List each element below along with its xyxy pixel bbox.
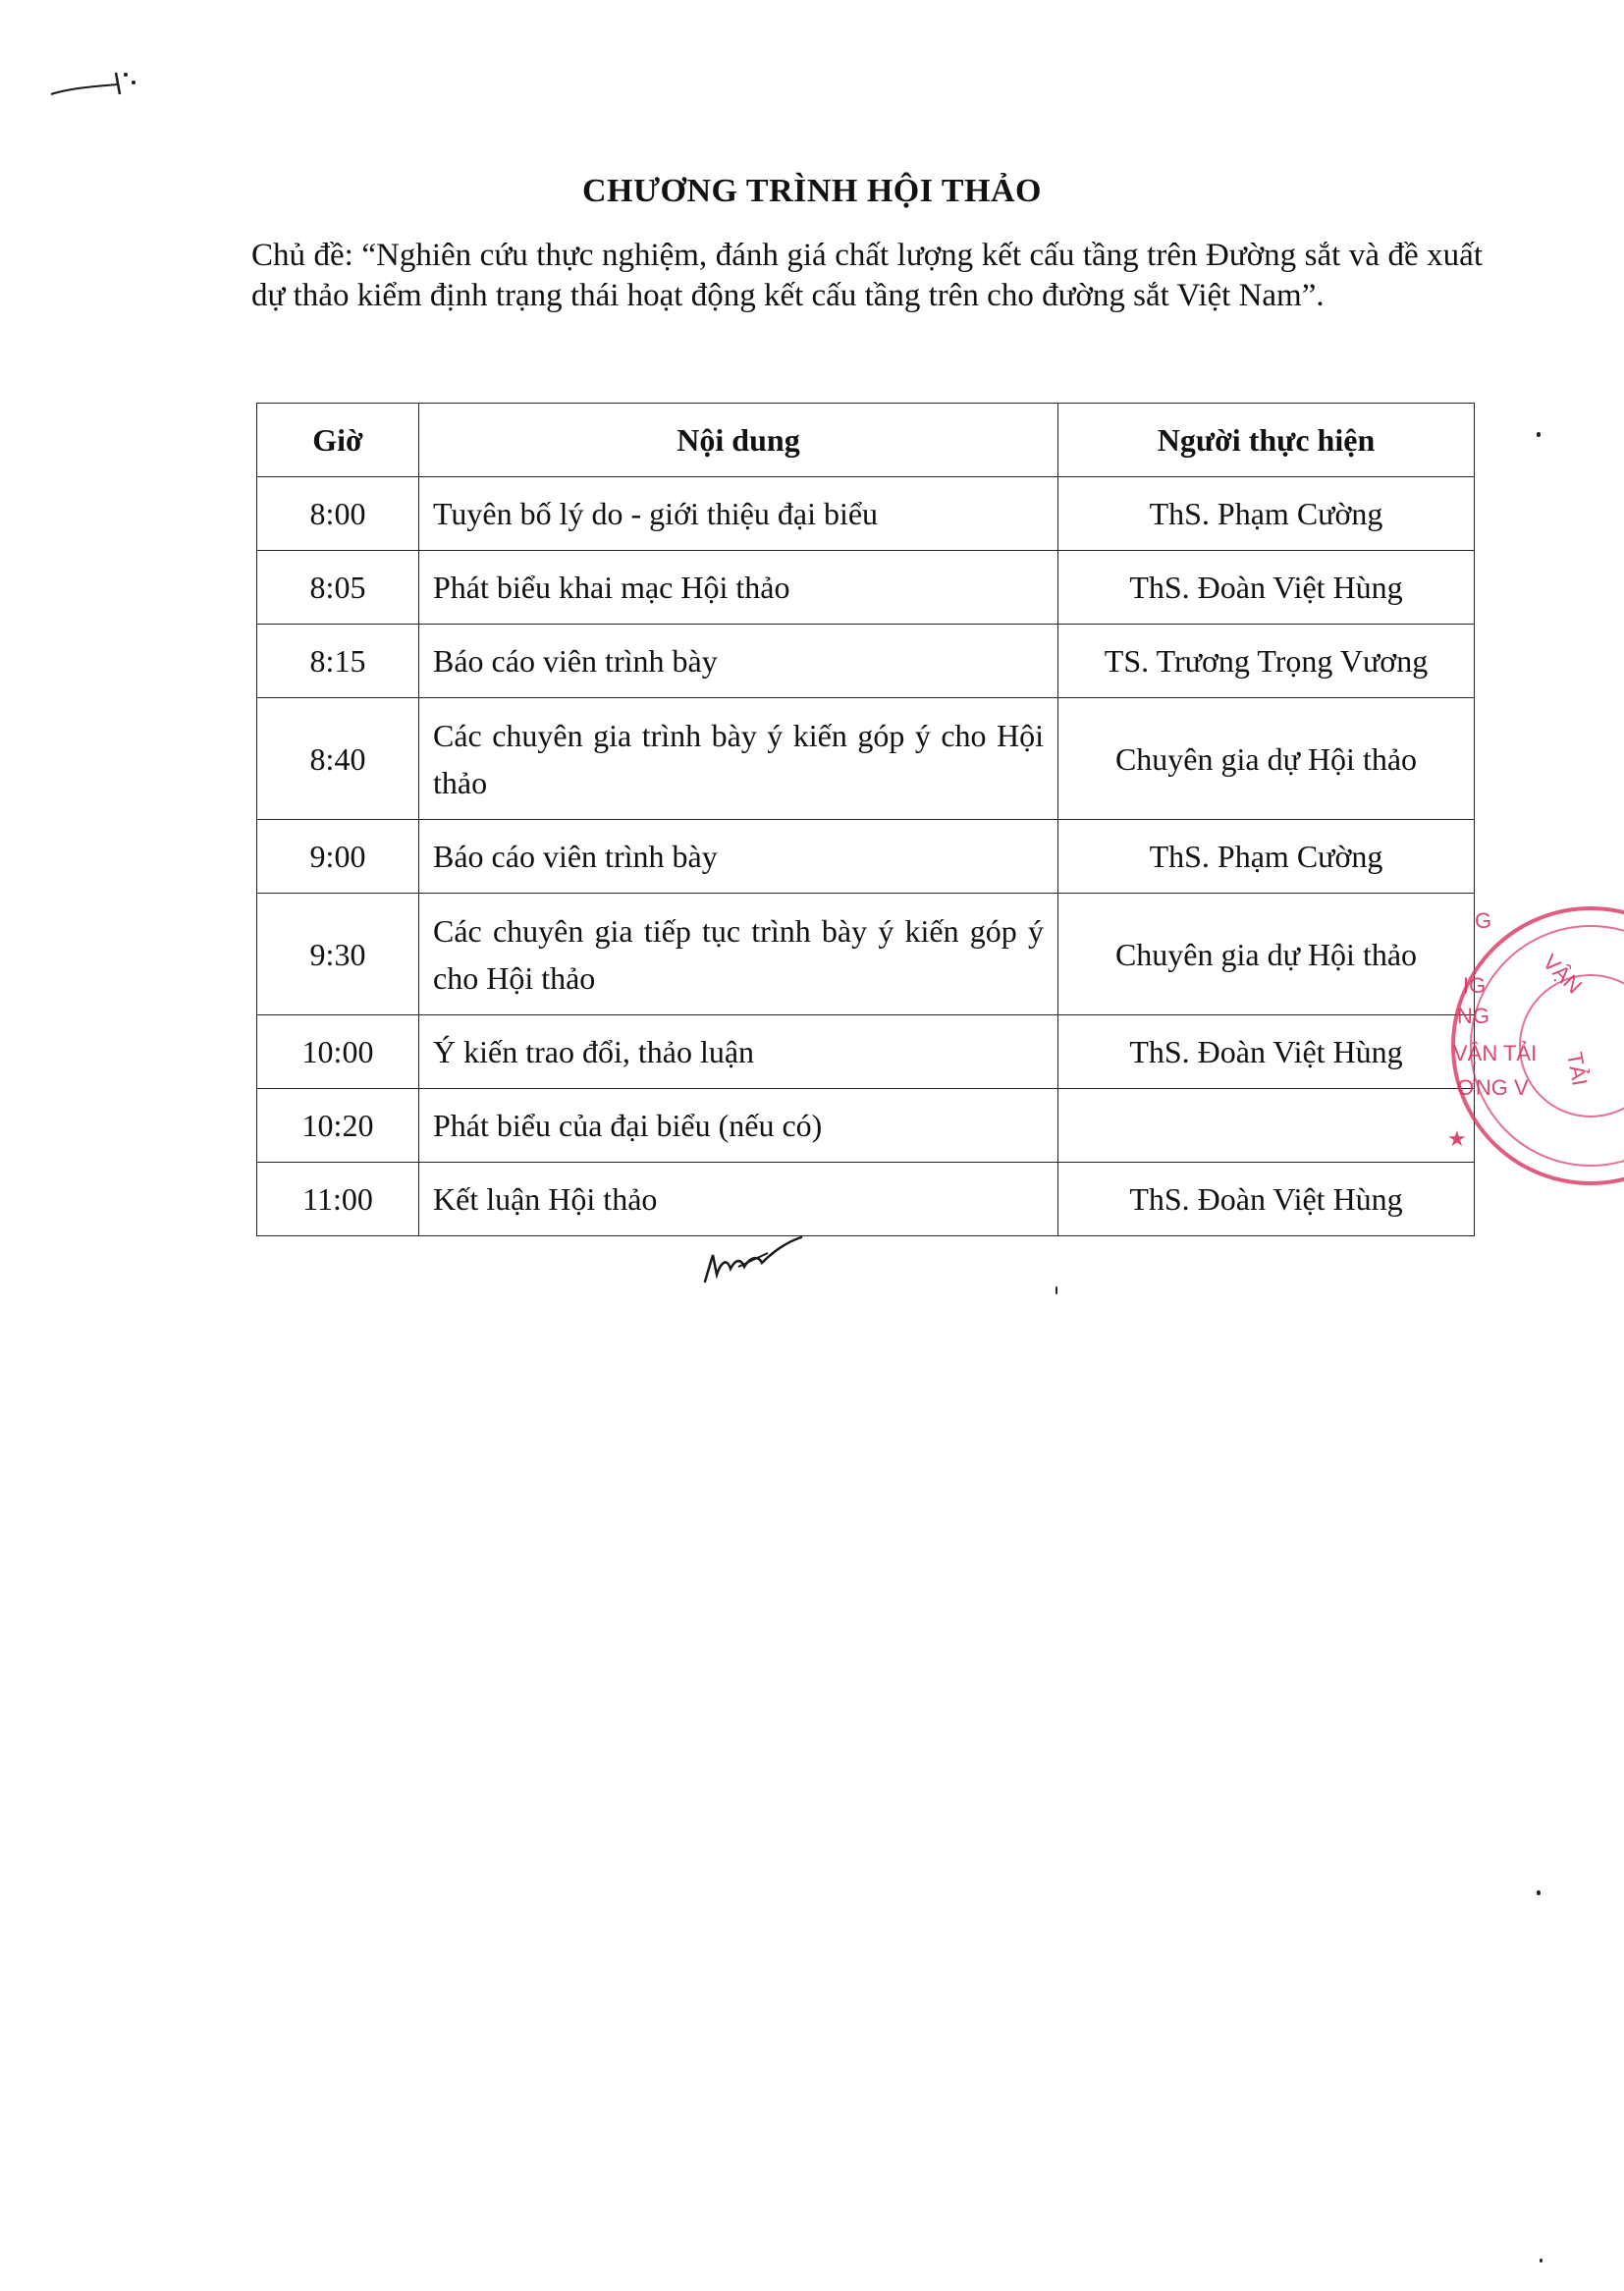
handwritten-mark xyxy=(49,65,137,104)
header-person: Người thực hiện xyxy=(1058,404,1475,477)
row-person: ThS. Đoàn Việt Hùng xyxy=(1058,1163,1475,1236)
table-row xyxy=(257,625,1475,698)
header-time: Giờ xyxy=(257,404,419,477)
stamp-text: IG xyxy=(1463,973,1487,998)
stamp-text: ƠNG V xyxy=(1457,1075,1529,1100)
table-header-row xyxy=(257,404,1475,477)
stamp-text: NG xyxy=(1457,1004,1489,1028)
row-content: Các chuyên gia tiếp tục trình bày ý kiến góp ý cho Hội thảo xyxy=(419,894,1058,1015)
row-person: ThS. Phạm Cường xyxy=(1058,820,1475,894)
row-person: Chuyên gia dự Hội thảo xyxy=(1058,698,1475,820)
row-content: Tuyên bố lý do - giới thiệu đại biểu xyxy=(419,477,1058,551)
document-title: CHƯƠNG TRÌNH HỘI THẢO xyxy=(582,173,1042,209)
row-person: ThS. Phạm Cường xyxy=(1058,477,1475,551)
row-person: TS. Trương Trọng Vương xyxy=(1058,625,1475,698)
header-content: Nội dung xyxy=(419,404,1058,477)
row-content: Phát biểu khai mạc Hội thảo xyxy=(419,551,1058,625)
table-row xyxy=(257,698,1475,820)
row-time: 8:00 xyxy=(257,477,419,551)
row-time: 9:30 xyxy=(257,894,419,1015)
row-time: 8:40 xyxy=(257,698,419,820)
scan-speck xyxy=(1537,1890,1541,1895)
signature-initials xyxy=(699,1227,807,1286)
scan-speck xyxy=(1540,2259,1543,2263)
row-content: Các chuyên gia trình bày ý kiến góp ý cho Hội thảo xyxy=(419,698,1058,820)
table-row xyxy=(257,1163,1475,1236)
row-content: Ý kiến trao đổi, thảo luận xyxy=(419,1015,1058,1089)
stamp-text: G xyxy=(1475,908,1492,933)
schedule-table xyxy=(256,403,1475,1236)
table-row xyxy=(257,820,1475,894)
table-row xyxy=(257,1015,1475,1089)
table-row xyxy=(257,894,1475,1015)
stamp-text: TẢI xyxy=(1562,1050,1593,1088)
stamp-text: VẬN TẢI xyxy=(1453,1041,1538,1065)
row-time: 10:00 xyxy=(257,1015,419,1089)
scan-speck xyxy=(1537,432,1541,437)
row-time: 8:05 xyxy=(257,551,419,625)
row-content: Báo cáo viên trình bày xyxy=(419,820,1058,894)
row-time: 9:00 xyxy=(257,820,419,894)
row-person: ThS. Đoàn Việt Hùng xyxy=(1058,1015,1475,1089)
table-row xyxy=(257,477,1475,551)
row-time: 11:00 xyxy=(257,1163,419,1236)
stamp-text: VẬN xyxy=(1538,949,1588,999)
table-row xyxy=(257,551,1475,625)
row-content: Phát biểu của đại biểu (nếu có) xyxy=(419,1089,1058,1163)
row-person: ThS. Đoàn Việt Hùng xyxy=(1058,551,1475,625)
row-content: Báo cáo viên trình bày xyxy=(419,625,1058,698)
official-stamp-seal xyxy=(1394,889,1624,1203)
row-time: 8:15 xyxy=(257,625,419,698)
row-person: Chuyên gia dự Hội thảo xyxy=(1058,894,1475,1015)
table-row xyxy=(257,1089,1475,1163)
topic-paragraph: Chủ đề: “Nghiên cứu thực nghiệm, đánh giá chất lượng kết cấu tầng trên Đường sắt và đề xuất dự thảo kiểm định trạng thái hoạt động kết cấu tầng trên cho đường sắt Việt Nam”. xyxy=(251,238,1483,313)
row-time: 10:20 xyxy=(257,1089,419,1163)
scan-speck xyxy=(1056,1286,1057,1294)
stamp-star-icon: ★ xyxy=(1447,1126,1467,1151)
row-content: Kết luận Hội thảo xyxy=(419,1163,1058,1236)
